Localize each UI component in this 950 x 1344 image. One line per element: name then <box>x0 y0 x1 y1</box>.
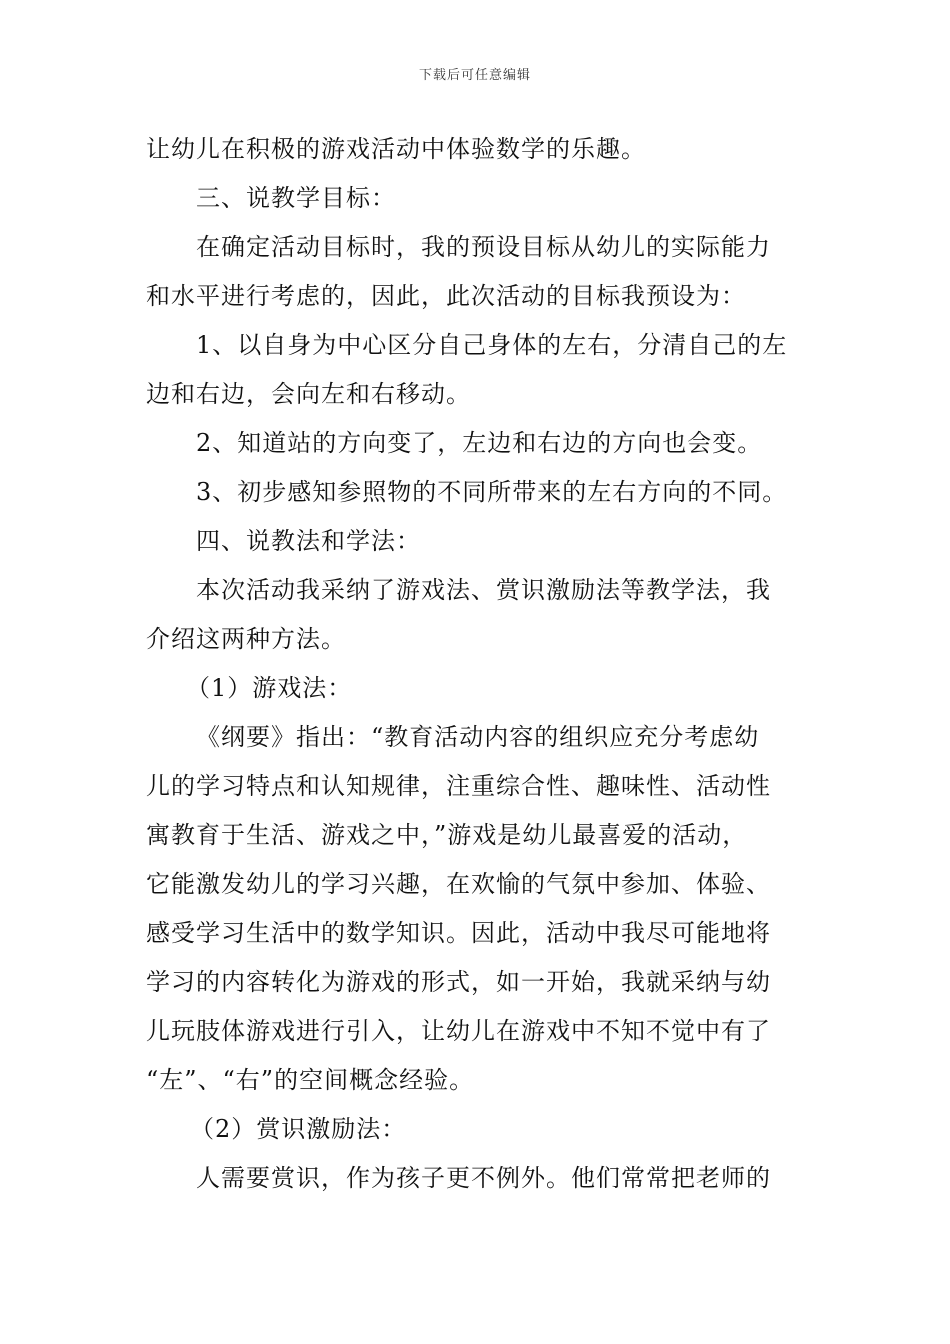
subsection-heading: （1）游戏法： <box>186 674 353 702</box>
text-line: 寓教育于生活、游戏之中，”游戏是幼儿最喜爱的活动， <box>146 821 748 849</box>
list-item: 1、以自身为中心区分自己身体的左右，分清自己的左 <box>196 331 788 359</box>
text-line: 它能激发幼儿的学习兴趣，在欢愉的气氛中参加、体验、 <box>146 870 771 898</box>
text-line: 儿的学习特点和认知规律，注重综合性、趣味性、活动性 <box>146 772 771 800</box>
section-heading: 三、说教学目标： <box>196 184 396 212</box>
text-line: 人需要赏识，作为孩子更不例外。他们常常把老师的 <box>196 1164 771 1192</box>
text-line: 介绍这两种方法。 <box>146 625 346 653</box>
text-line: 学习的内容转化为游戏的形式，如一开始，我就采纳与幼 <box>146 968 771 996</box>
section-heading: 四、说教法和学法： <box>196 527 421 555</box>
text-line: 让幼儿在积极的游戏活动中体验数学的乐趣。 <box>146 135 646 163</box>
document-body <box>146 125 810 1203</box>
subsection-heading: （2）赏识激励法： <box>190 1115 407 1143</box>
text-line: 在确定活动目标时，我的预设目标从幼儿的实际能力 <box>196 233 771 261</box>
list-item: 3、初步感知参照物的不同所带来的左右方向的不同。 <box>196 478 788 506</box>
text-line: 感受学习生活中的数学知识。因此，活动中我尽可能地将 <box>146 919 771 947</box>
text-line: 和水平进行考虑的，因此，此次活动的目标我预设为： <box>146 282 746 310</box>
text-line: 边和右边，会向左和右移动。 <box>146 380 471 408</box>
list-item: 2、知道站的方向变了，左边和右边的方向也会变。 <box>196 429 763 457</box>
text-line: “左”、“右”的空间概念经验。 <box>146 1066 475 1094</box>
text-line: 儿玩肢体游戏进行引入，让幼儿在游戏中不知不觉中有了 <box>146 1017 771 1045</box>
text-line: 本次活动我采纳了游戏法、赏识激励法等教学法，我 <box>196 576 771 604</box>
text-line: 《纲要》指出：“教育活动内容的组织应充分考虑幼 <box>196 723 760 751</box>
page-header: 下载后可任意编辑 <box>418 68 531 83</box>
